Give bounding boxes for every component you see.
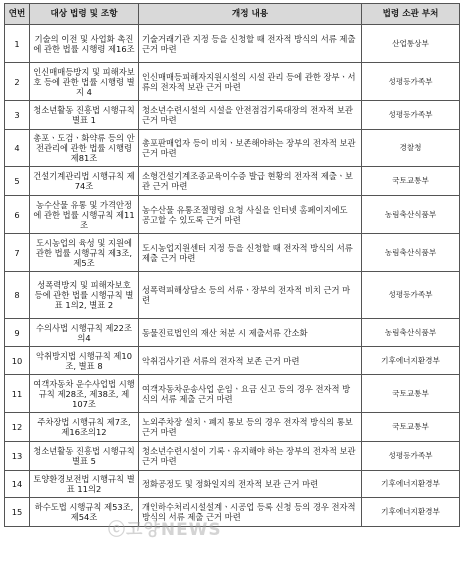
row-department: 국토교통부 (362, 375, 460, 413)
row-content: 인신매매등피해자지원시설의 시설 관리 등에 관한 장부ㆍ서류의 전자적 보관 근거 마련 (139, 63, 362, 101)
row-law: 건설기계관리법 시행규칙 제74조 (30, 167, 139, 196)
row-department: 경찰청 (362, 130, 460, 167)
row-law: 악취방지법 시행규칙 제10조, 별표 8 (30, 347, 139, 375)
row-content: 동물진료법인의 재산 처분 시 제출서류 간소화 (139, 319, 362, 347)
row-content: 성폭력피해상담소 등의 서류ㆍ장부의 전자적 비치 근거 마련 (139, 272, 362, 319)
row-number: 9 (5, 319, 30, 347)
row-number: 3 (5, 101, 30, 130)
table-row (5, 101, 460, 130)
row-number: 13 (5, 442, 30, 471)
row-number: 6 (5, 196, 30, 234)
row-department: 농림축산식품부 (362, 319, 460, 347)
row-number: 2 (5, 63, 30, 101)
row-law: 주차장법 시행규칙 제7조, 제16조의12 (30, 413, 139, 442)
row-law: 농수산물 유통 및 가격안정에 관한 법률 시행규칙 제11조 (30, 196, 139, 234)
row-content: 총포판매업자 등이 비치ㆍ보존해야하는 장부의 전자적 보관 근거 마련 (139, 130, 362, 167)
row-content: 도시농업지원센터 지정 등을 신청할 때 전자적 방식의 서류 제출 근거 마련 (139, 234, 362, 272)
table-row (5, 442, 460, 471)
row-law: 총포ㆍ도검ㆍ화약류 등의 안전관리에 관한 법률 시행령 제81조 (30, 130, 139, 167)
row-number: 5 (5, 167, 30, 196)
row-law: 인신매매등방지 및 피해자보호 등에 관한 법률 시행령 별지 4 (30, 63, 139, 101)
regulation-table (4, 3, 460, 527)
table-row (5, 375, 460, 413)
row-law: 청소년활동 진흥법 시행규칙 별표 1 (30, 101, 139, 130)
header-law: 대상 법령 및 조항 (30, 4, 139, 25)
header-department: 법령 소관 부처 (362, 4, 460, 25)
table-row (5, 471, 460, 498)
row-content: 개인하수처리시설설계ㆍ시공업 등록 신청 등의 경우 전자적 방식의 서류 제출 근거 마련 (139, 498, 362, 527)
row-department: 기후에너지환경부 (362, 498, 460, 527)
row-number: 7 (5, 234, 30, 272)
header-number: 연번 (5, 4, 30, 25)
table-row (5, 272, 460, 319)
row-number: 10 (5, 347, 30, 375)
row-number: 12 (5, 413, 30, 442)
row-department: 농림축산식품부 (362, 234, 460, 272)
table-row (5, 347, 460, 375)
row-department: 성평등가족부 (362, 63, 460, 101)
row-content: 악취검사기관 서류의 전자적 보존 근거 마련 (139, 347, 362, 375)
row-number: 11 (5, 375, 30, 413)
row-law: 토양환경보전법 시행규칙 별표 11의2 (30, 471, 139, 498)
table-row (5, 25, 460, 63)
row-department: 국토교통부 (362, 413, 460, 442)
row-number: 1 (5, 25, 30, 63)
document-table-wrapper (4, 3, 459, 527)
table-header-row (5, 4, 460, 25)
row-department: 성평등가족부 (362, 101, 460, 130)
row-number: 4 (5, 130, 30, 167)
row-law: 성폭력방지 및 피해자보호 등에 관한 법률 시행규칙 별표 1의2, 별표 2 (30, 272, 139, 319)
row-content: 기술거래기관 지정 등을 신청할 때 전자적 방식의 서류 제출 근거 마련 (139, 25, 362, 63)
row-department: 국토교통부 (362, 167, 460, 196)
row-number: 14 (5, 471, 30, 498)
table-row (5, 63, 460, 101)
row-law: 하수도법 시행규칙 제53조, 제54조 (30, 498, 139, 527)
row-department: 성평등가족부 (362, 442, 460, 471)
row-content: 소형건설기계조종교육이수증 발급 현황의 전자적 제출ㆍ보관 근거 마련 (139, 167, 362, 196)
table-row (5, 319, 460, 347)
row-law: 기술의 이전 및 사업화 촉진에 관한 법률 시행령 제16조 (30, 25, 139, 63)
row-law: 여객자동차 운수사업법 시행규칙 제28조, 제38조, 제107조 (30, 375, 139, 413)
row-content: 농수산물 유통조절명령 요청 사실을 인터넷 홈페이지에도 공고할 수 있도록 근거 마련 (139, 196, 362, 234)
table-row (5, 167, 460, 196)
row-department: 산업통상부 (362, 25, 460, 63)
row-number: 15 (5, 498, 30, 527)
table-row (5, 130, 460, 167)
table-row (5, 498, 460, 527)
row-law: 수의사법 시행규칙 제22조의4 (30, 319, 139, 347)
table-row (5, 413, 460, 442)
row-department: 기후에너지환경부 (362, 471, 460, 498)
header-content: 개정 내용 (139, 4, 362, 25)
table-row (5, 196, 460, 234)
row-law: 도시농업의 육성 및 지원에 관한 법률 시행규칙 제3조, 제5조 (30, 234, 139, 272)
table-row (5, 234, 460, 272)
row-department: 성평등가족부 (362, 272, 460, 319)
row-content: 청소년수련시설이 기록ㆍ유지해야 하는 장부의 전자적 보관 근거 마련 (139, 442, 362, 471)
row-content: 노외주차장 설치ㆍ폐지 통보 등의 경우 전자적 방식의 통보 근거 마련 (139, 413, 362, 442)
row-content: 정화공정도 및 정화일지의 전자적 보관 근거 마련 (139, 471, 362, 498)
row-content: 여객자동차운송사업 운임ㆍ요금 신고 등의 경우 전자적 방식의 서류 제출 근거 마련 (139, 375, 362, 413)
row-content: 청소년수련시설의 시설을 안전점검기록대장의 전자적 보관 근거 마련 (139, 101, 362, 130)
row-number: 8 (5, 272, 30, 319)
row-law: 청소년활동 진흥법 시행규칙 별표 5 (30, 442, 139, 471)
row-department: 기후에너지환경부 (362, 347, 460, 375)
row-department: 농림축산식품부 (362, 196, 460, 234)
news-watermark: ⓒ고양NEWS (108, 520, 222, 540)
